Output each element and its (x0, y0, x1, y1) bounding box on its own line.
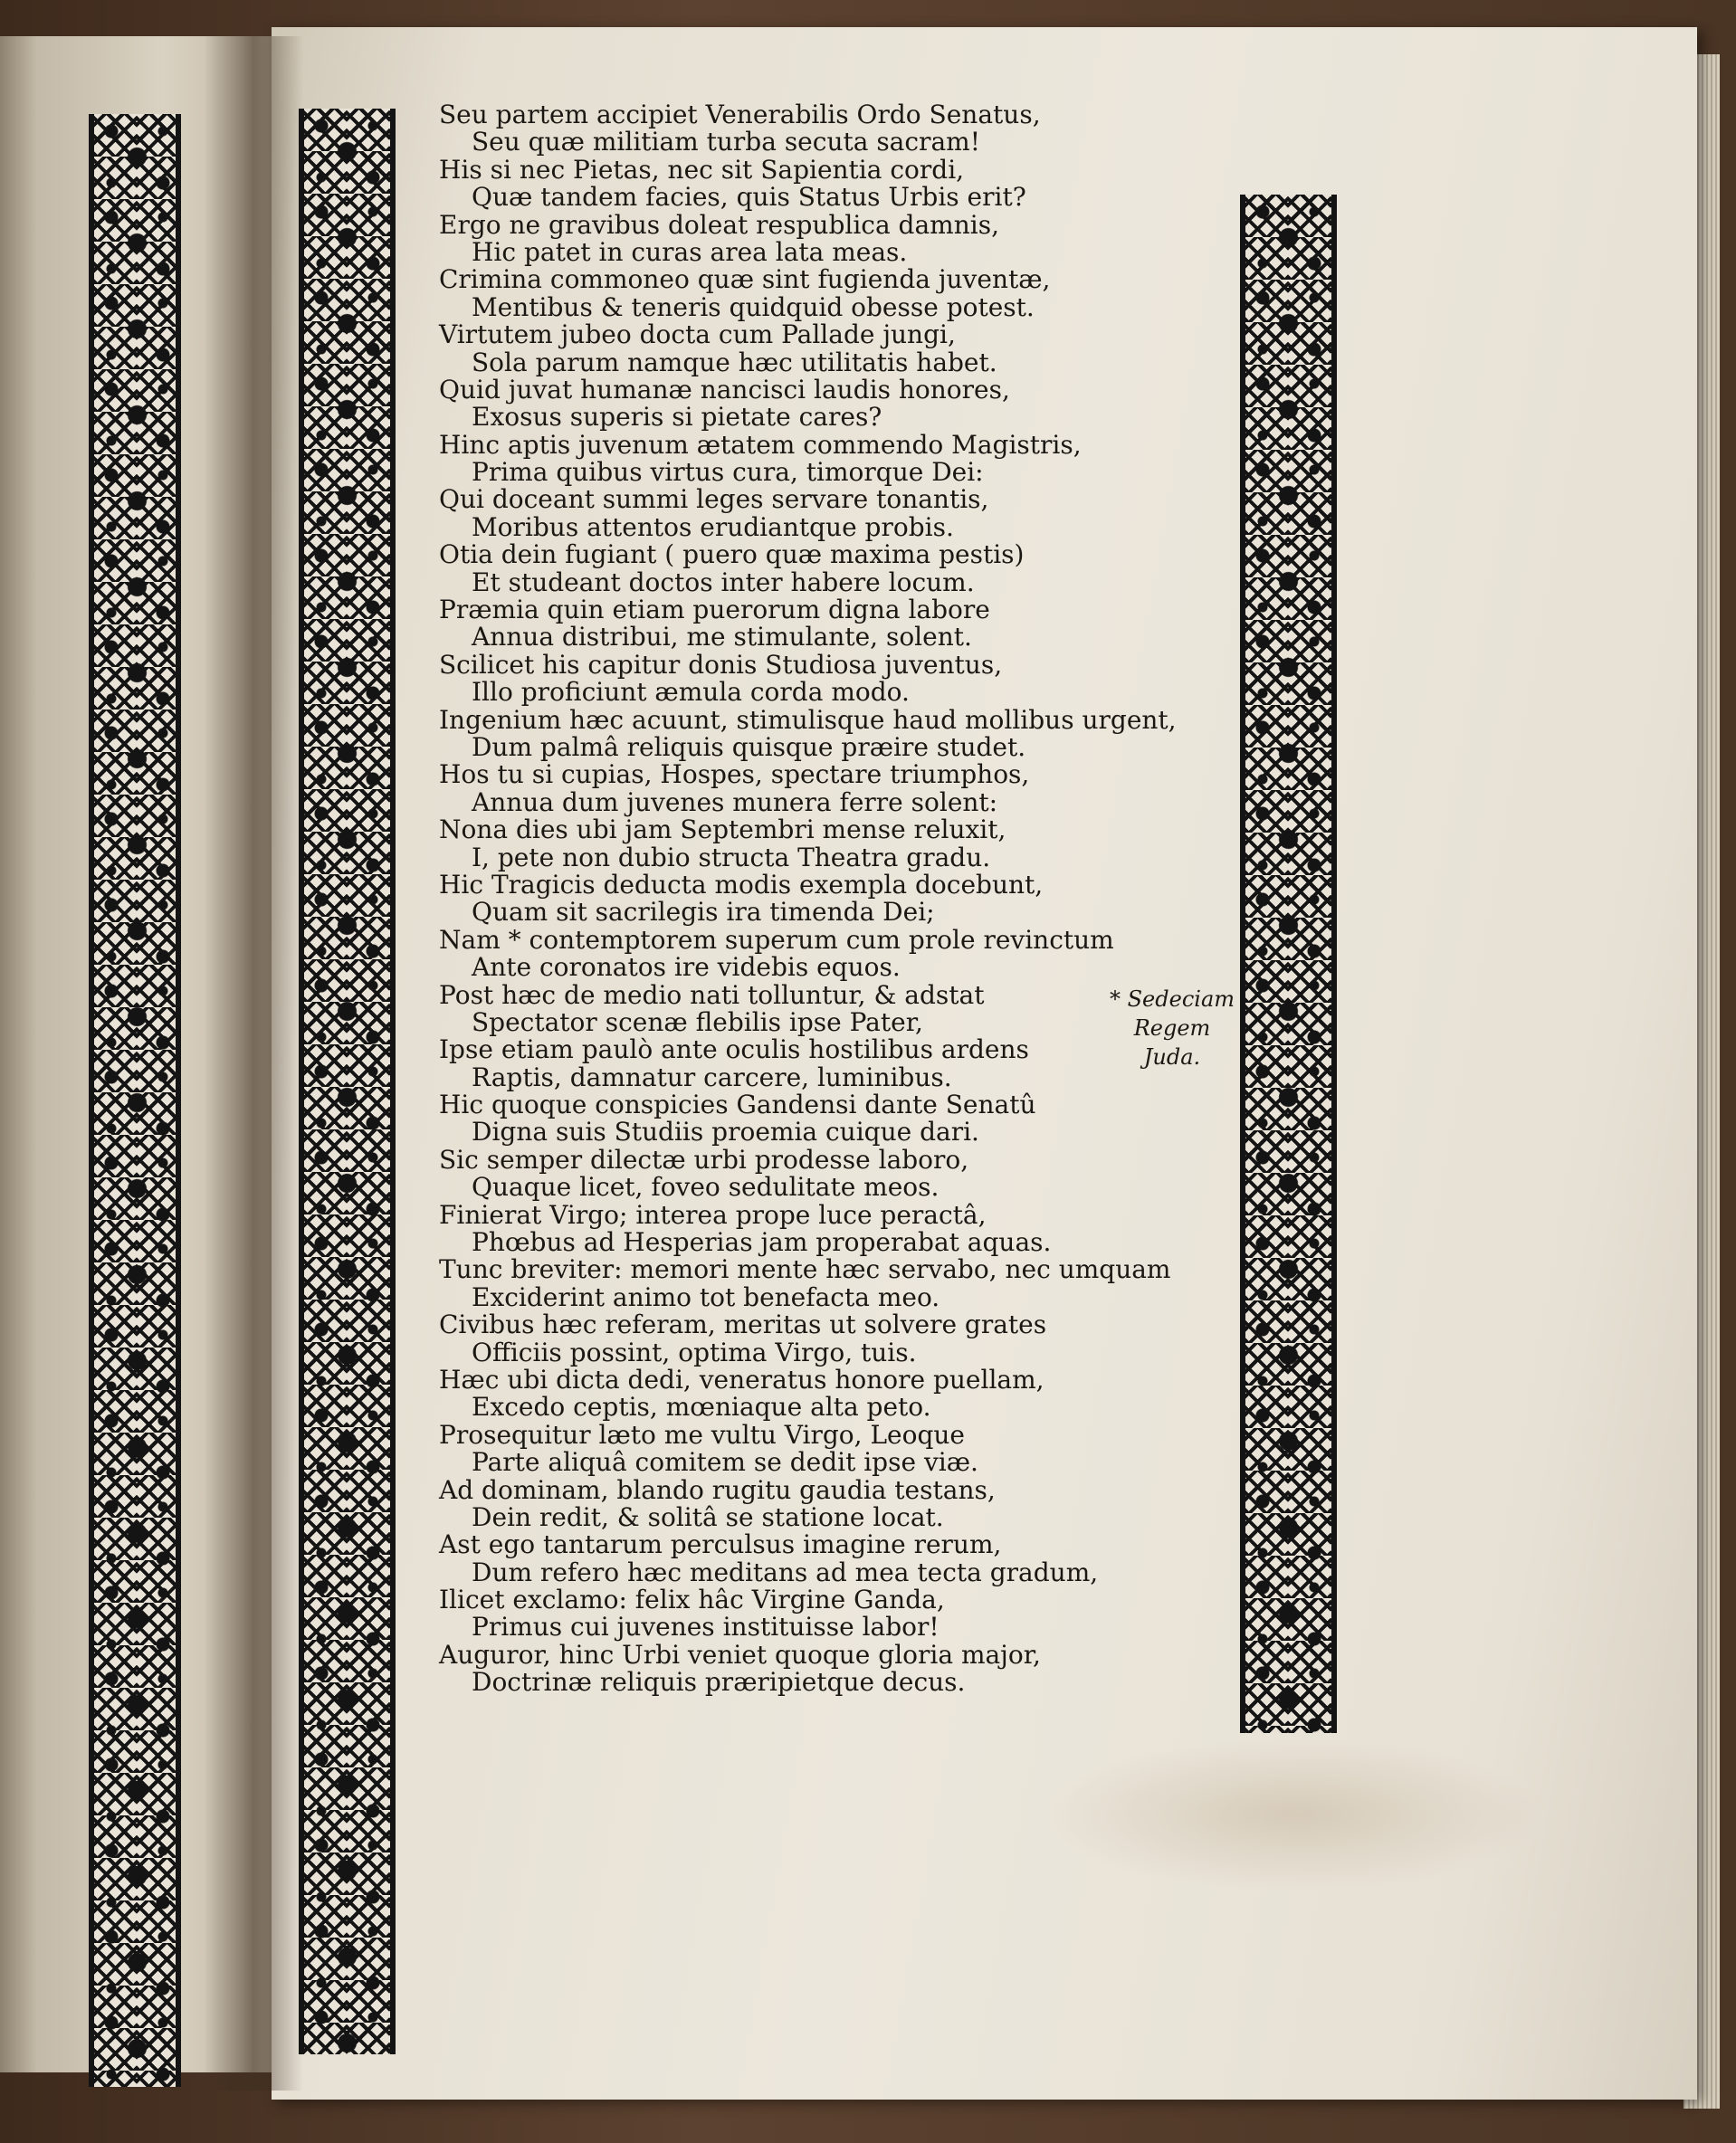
verse-line: I, pete non dubio structa Theatra gradu. (472, 842, 991, 872)
verse-line: Qui doceant summi leges servare tonantis, (439, 484, 989, 515)
verse-line: Exosus superis si pietate cares? (472, 402, 882, 433)
verse-line: Nam * contemptorem superum cum prole revinctum (439, 924, 1114, 955)
verse-line: Prima quibus virtus cura, timorque Dei: (472, 457, 984, 488)
verse-line: Ast ego tantarum perculsus imagine rerum, (439, 1529, 1002, 1560)
verse-line: Ingenium hæc acuunt, stimulisque haud mollibus urgent, (439, 704, 1177, 735)
verse-line: Virtutem jubeo docta cum Pallade jungi, (439, 319, 956, 350)
verse-line: Illo proficiunt æmula corda modo. (472, 677, 910, 708)
verse-line: Post hæc de medio nati tolluntur, & adstat (439, 979, 985, 1010)
paper-stain (1041, 1738, 1548, 1891)
verse-line: Excedo ceptis, mœniaque alta peto. (472, 1392, 931, 1423)
verse-line: Ergo ne gravibus doleat respublica damnis, (439, 209, 999, 240)
marginal-note (1109, 985, 1235, 1072)
verse-line: Dum palmâ reliquis quisque præire studet. (472, 731, 1026, 762)
verse-line: Digna suis Studiis proemia cuique dari. (472, 1117, 979, 1148)
verse-line: Spectator scenæ flebilis ipse Pater, (472, 1006, 923, 1037)
verse-line: Et studeant doctos inter habere locum. (472, 567, 975, 597)
verse-line: Quid juvat humanæ nancisci laudis honores, (439, 374, 1010, 405)
verse-line: Ilicet exclamo: felix hâc Virgine Ganda, (439, 1585, 945, 1615)
verse-line: Nona dies ubi jam Septembri mense reluxit, (439, 814, 1006, 845)
verse-line: Quam sit sacrilegis ira timenda Dei; (472, 897, 935, 928)
verse-line: Hic quoque conspicies Gandensi dante Senatû (439, 1090, 1036, 1120)
verse-line: Hæc ubi dicta dedi, veneratus honore puellam, (439, 1364, 1044, 1395)
verse-line: Sola parum namque hæc utilitatis habet. (472, 347, 997, 377)
verse-line: Finierat Virgo; interea prope luce peractâ, (439, 1199, 987, 1230)
verse-line: Phœbus ad Hesperias jam properabat aquas. (472, 1227, 1052, 1258)
marginal-note-line-3: Juda. (1143, 1044, 1201, 1070)
poem-text-block (439, 101, 1235, 1697)
marginal-note-line-2: Regem (1133, 1015, 1211, 1041)
verse-line: Dein redit, & solitâ se statione locat. (472, 1501, 944, 1532)
verse-line: Hic Tragicis deducta modis exempla docebunt, (439, 869, 1044, 900)
verse-line: Crimina commoneo quæ sint fugienda juventæ, (439, 264, 1051, 295)
verse-line: Primus cui juvenes instituisse labor! (472, 1612, 940, 1643)
verse-line: Tunc breviter: memori mente hæc servabo, nec umquam (439, 1254, 1171, 1285)
ornamental-border-right (1240, 195, 1337, 1733)
verse-line: Seu quæ militiam turba secuta sacram! (472, 127, 980, 157)
verse-line: Seu partem accipiet Venerabilis Ordo Senatus, (439, 100, 1041, 129)
verse-line: Prosequitur læto me vultu Virgo, Leoque (439, 1419, 965, 1450)
verse-line: Officiis possint, optima Virgo, tuis. (472, 1337, 917, 1367)
verse-line: Doctrinæ reliquis præripietque decus. (472, 1667, 966, 1698)
verse-line: Dum refero hæc meditans ad mea tecta gradum, (472, 1557, 1099, 1587)
verse-line: Quaque licet, foveo sedulitate meos. (472, 1172, 940, 1203)
verse-line: Mentibus & teneris quidquid obesse potest. (472, 291, 1035, 322)
verse-line: Sic semper dilectæ urbi prodesse laboro, (439, 1144, 969, 1175)
ornamental-border-left-page (89, 114, 181, 2087)
verse-line: Auguror, hinc Urbi veniet quoque gloria major, (439, 1639, 1041, 1670)
marginal-note-line-1: * Sedeciam (1109, 986, 1235, 1012)
book-gutter-shadow (204, 36, 303, 2091)
verse-line: Ante coronatos ire videbis equos. (472, 952, 901, 983)
verse-line: Exciderint animo tot benefacta meo. (472, 1281, 940, 1312)
verse-line: Annua dum juvenes munera ferre solent: (472, 786, 998, 817)
verse-line: Annua distribui, me stimulante, solent. (472, 622, 972, 652)
ornamental-border-left (299, 109, 396, 2054)
verse-line: Otia dein fugiant ( puero quæ maxima pestis) (439, 539, 1025, 570)
verse-line: Hinc aptis juvenum ætatem commendo Magistris, (439, 429, 1082, 460)
verse-line: Ad dominam, blando rugitu gaudia testans, (439, 1474, 996, 1505)
verse-line: Hic patet in curas area lata meas. (472, 236, 908, 267)
verse-line: Ipse etiam paulò ante oculis hostilibus ardens (439, 1034, 1029, 1065)
verse-line: Præmia quin etiam puerorum digna labore (439, 595, 990, 625)
left-page-edge (0, 36, 36, 2072)
verse-line: His si nec Pietas, nec sit Sapientia cordi, (439, 154, 965, 185)
verse-line: Quæ tandem facies, quis Status Urbis erit? (472, 182, 1026, 213)
verse-line: Parte aliquâ comitem se dedit ipse viæ. (472, 1447, 978, 1478)
verse-line: Hos tu si cupias, Hospes, spectare triumphos, (439, 759, 1030, 790)
verse-line: Civibus hæc referam, meritas ut solvere grates (439, 1310, 1047, 1340)
verse-line: Moribus attentos erudiantque probis. (472, 511, 954, 542)
verse-line: Raptis, damnatur carcere, luminibus. (472, 1062, 952, 1092)
verse-line: Scilicet his capitur donis Studiosa juventus, (439, 649, 1003, 680)
